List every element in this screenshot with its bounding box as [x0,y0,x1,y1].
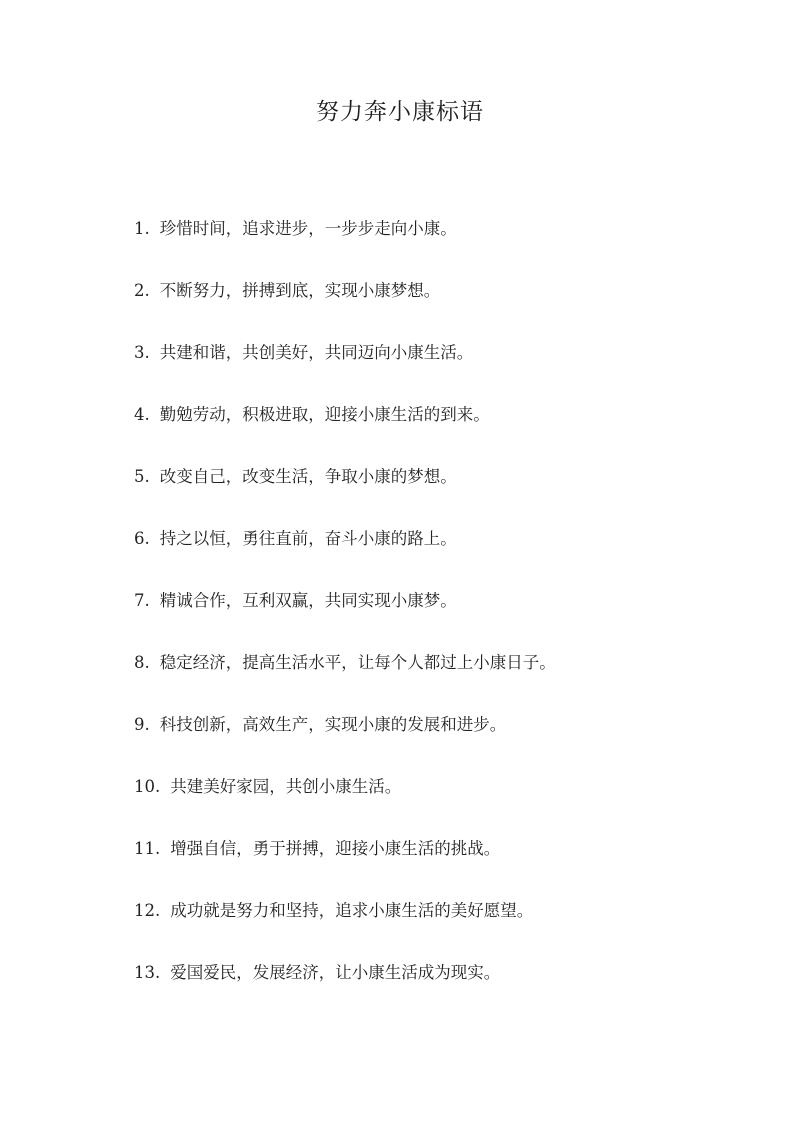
list-item [134,338,734,400]
list-item [134,958,734,1020]
list-item [134,710,734,772]
item-text: 珍惜时间，追求进步，一步步走向小康。 [159,219,457,238]
list-item [134,834,734,896]
item-number: 4. [134,405,150,424]
item-text: 稳定经济，提高生活水平，让每个人都过上小康日子。 [159,653,556,672]
list-item [134,524,734,586]
item-text: 爱国爱民，发展经济，让小康生活成为现实。 [170,963,501,982]
item-number: 10. [134,777,161,796]
slogan-list [134,214,734,1020]
item-number: 1. [134,219,150,238]
item-text: 共建和谐，共创美好，共同迈向小康生活。 [159,343,474,362]
item-text: 持之以恒，勇往直前，奋斗小康的路上。 [159,529,457,548]
item-text: 共建美好家园，共创小康生活。 [170,777,402,796]
item-text: 成功就是努力和坚持，追求小康生活的美好愿望。 [170,901,534,920]
item-number: 11. [134,839,161,858]
item-text: 精诚合作，互利双赢，共同实现小康梦。 [159,591,457,610]
list-item [134,648,734,710]
item-text: 增强自信，勇于拼搏，迎接小康生活的挑战。 [170,839,501,858]
item-text: 改变自己，改变生活，争取小康的梦想。 [159,467,457,486]
list-item [134,896,734,958]
list-item [134,400,734,462]
list-item [134,214,734,276]
item-number: 12. [134,901,161,920]
item-number: 13. [134,963,161,982]
document-title: 努力奔小康标语 [316,99,484,125]
list-item [134,772,734,834]
item-number: 9. [134,715,150,734]
list-item [134,276,734,338]
list-item [134,586,734,648]
item-number: 5. [134,467,150,486]
item-number: 7. [134,591,150,610]
item-number: 3. [134,343,150,362]
item-number: 8. [134,653,150,672]
item-number: 2. [134,281,150,300]
item-text: 科技创新，高效生产，实现小康的发展和进步。 [159,715,507,734]
item-text: 勤勉劳动，积极进取，迎接小康生活的到来。 [159,405,490,424]
list-item [134,462,734,524]
item-text: 不断努力，拼搏到底，实现小康梦想。 [159,281,441,300]
item-number: 6. [134,529,150,548]
